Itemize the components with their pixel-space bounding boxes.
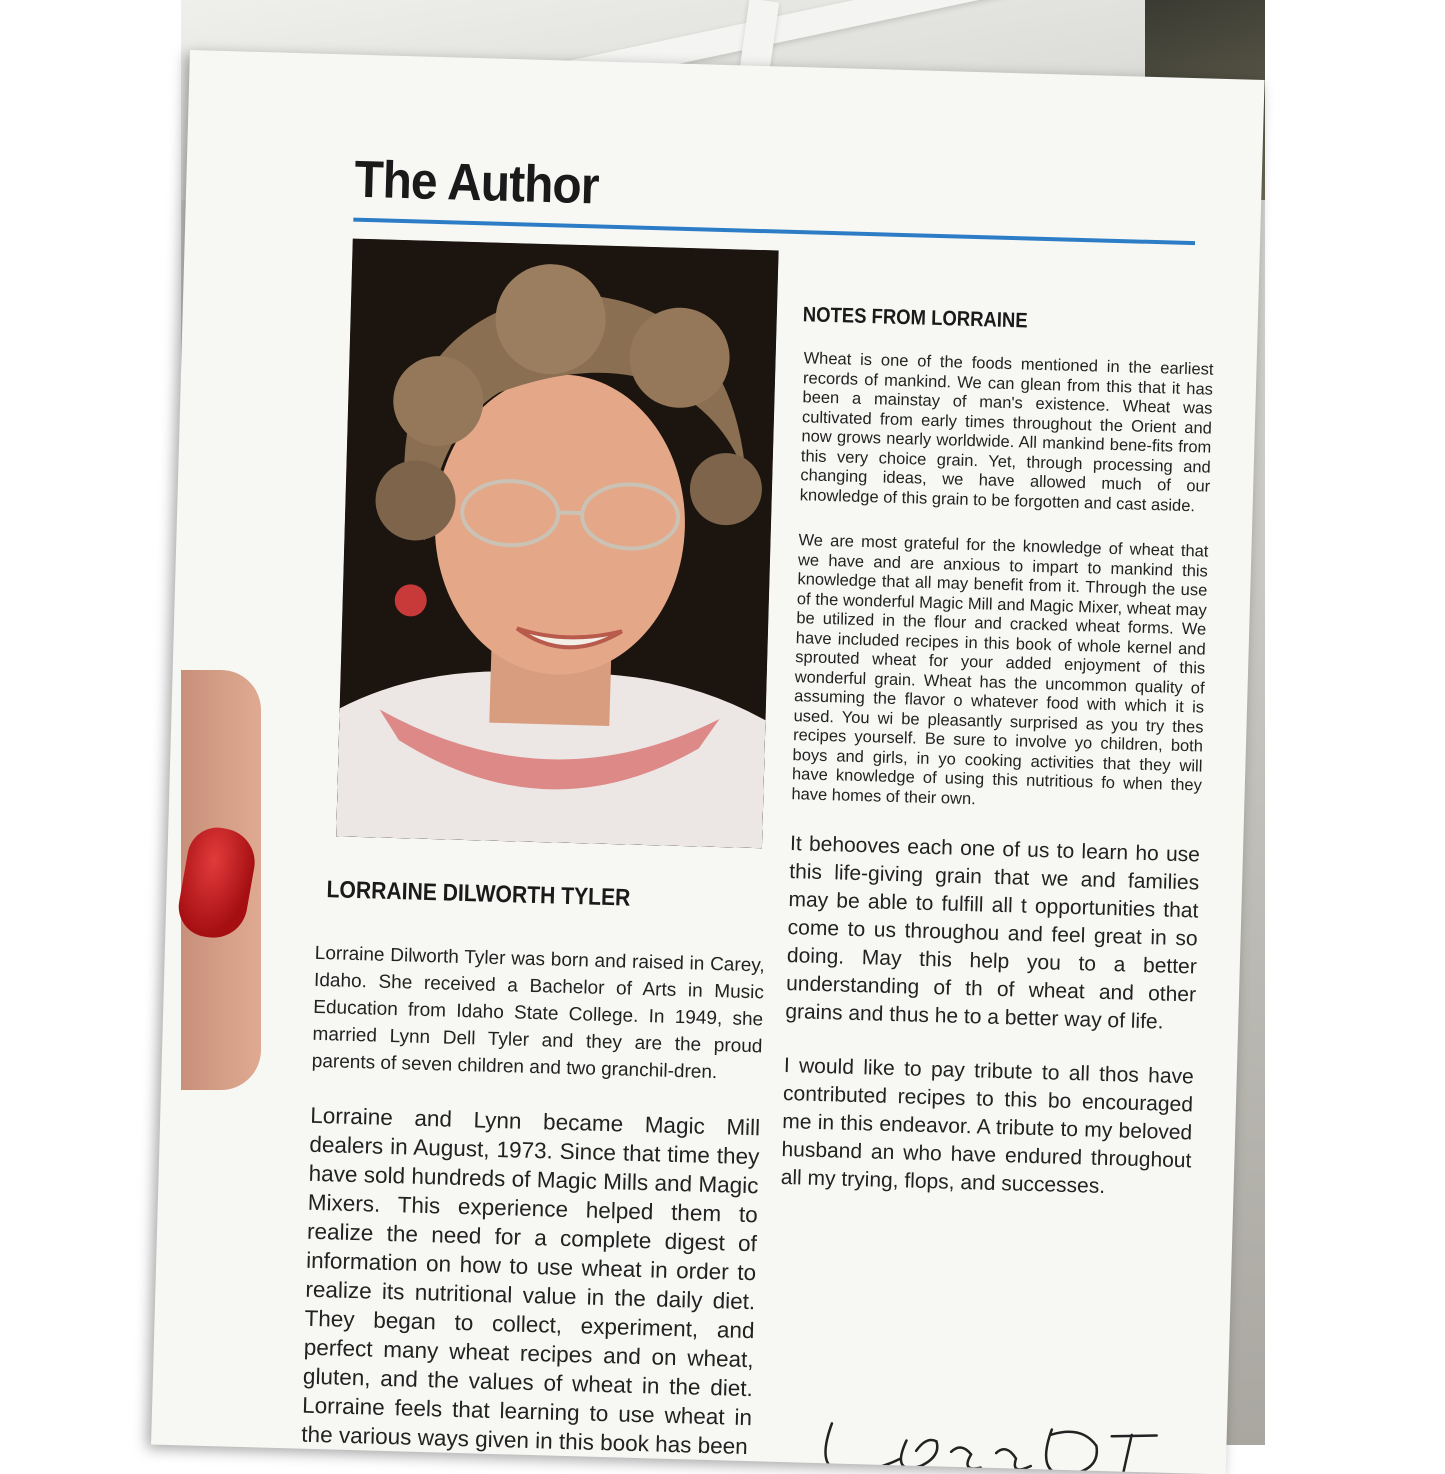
notes-paragraph: It behooves each one of us to learn ho use this life-giving grain that we and families may be able to fulfill all t opportunities that come to us throughou and feel great in so doing. May this help you to a better understanding of th of wheat and other grains and thus he to a better way of life. — [785, 832, 1201, 1034]
notes-paragraph: Wheat is one of the foods mentioned in the earliest records of mankind. We can glean from this that it has been a mainstay of man's existence. Wheat was cultivated from early times throughout the Orient and now grows nearly worldwide. All mankind bene-fits from this very choice grain. Yet, through processing and changing ideas, we have allowed much of our knowledge of this grain to be forgotten and cast aside. — [799, 349, 1214, 515]
handwritten-signature — [810, 1408, 1192, 1474]
page-title: The Author — [353, 150, 600, 216]
notes-column — [780, 349, 1214, 1229]
author-bio — [300, 940, 765, 1474]
notes-title: NOTES FROM LORRAINE — [802, 303, 1028, 333]
author-portrait — [336, 239, 779, 849]
notes-paragraph: We are most grateful for the knowledge of wheat that we have and are anxious to impart to mankind this knowledge that all may benefit from it. Through the use of the wonderful Magic Mill and Magic Mixer, wheat may be utilized in the flour and cracked wheat forms. We have included recipes in this book of whole kernel and sprouted wheat for your added enjoyment of this wonderful grain. Wheat has the uncommon quality of assuming the flavor o whatever food with which it is used. You wi be pleasantly surprised as you try thes recipes yourself. Be sure to involve yo children, both boys and girls, in yo cooking activities that they will have knowledge of using this nutritious fo when they have homes of their own. — [791, 531, 1209, 808]
author-name: LORRAINE DILWORTH TYLER — [326, 876, 631, 912]
notes-paragraph: I would like to pay tribute to all thos have contributed recipes to this bo encouraged me in this endeavor. A tribute to my beloved husband an who have endured throughout all my trying, flops, and successes. — [780, 1053, 1195, 1198]
bio-paragraph: Lorraine and Lynn became Magic Mill dealers in August, 1973. Since that time they have sold hundreds of Magic Mills and Magic Mixers. This experience helped them to realize the need for a complete digest of information on how to use wheat in order to realize its nutritional value in the daily diet. They began to collect, experiment, and perfect many wheat recipes and on wheat, gluten, and the values of wheat in the diet. Lorraine feels that learning to use wheat in the various ways given in this book has been — [301, 1102, 761, 1460]
book-page — [151, 50, 1265, 1474]
bio-paragraph: Lorraine Dilworth Tyler was born and raised in Carey, Idaho. She received a Bachelor of Arts in Music Education from Idaho State College. In 1949, she married Lynn Dell Tyler and they are the proud parents of seven children and two granchil-dren. — [311, 942, 765, 1084]
author-photo — [336, 239, 779, 849]
heading-rule — [353, 218, 1195, 246]
